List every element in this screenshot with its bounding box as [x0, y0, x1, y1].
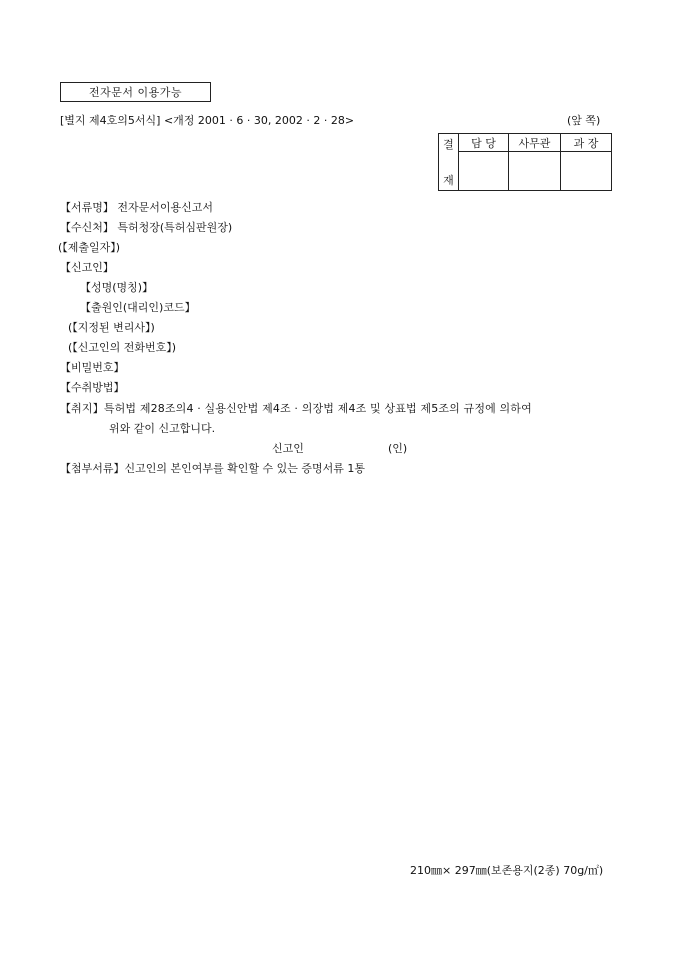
field-patent-attorney: (【지정된 변리사】): [68, 321, 155, 334]
field-attachment: 【첨부서류】신고인의 본인여부를 확인할 수 있는 증명서류 1통: [60, 462, 365, 475]
field-applicant-code: 【출원인(대리인)코드】: [80, 301, 196, 314]
paper-size-note: 210㎜× 297㎜(보존용지(2종) 70g/㎡): [410, 864, 604, 877]
field-phone: (【신고인의 전화번호】): [68, 341, 177, 354]
field-receive-method: 【수취방법】: [60, 381, 125, 394]
field-name: 【성명(명칭)】: [80, 281, 154, 294]
approval-table: [438, 133, 612, 191]
approval-sign-officer: [509, 152, 561, 191]
signer-label: 신고인: [272, 442, 304, 455]
field-purpose: 【취지】특허법 제28조의4 · 실용신안법 제4조 · 의장법 제4조 및 상표법 제5조의 규정에 의하여: [60, 402, 532, 415]
approval-side-cell: [439, 134, 459, 191]
electronic-document-label: 전자문서 이용가능: [60, 82, 211, 102]
seal-label: (인): [388, 442, 408, 455]
field-doc-name: 【서류명】 전자문서이용신고서: [60, 201, 214, 214]
page-side-label: (앞 쪽): [567, 114, 601, 127]
field-recipient: 【수신처】 특허청장(특허심판원장): [60, 221, 233, 234]
form-reference: [별지 제4호의5서식] <개정 2001 · 6 · 30, 2002 · 2 · 28>: [60, 114, 355, 127]
field-password: 【비밀번호】: [60, 361, 125, 374]
field-submit-date: (【제출일자】): [58, 241, 121, 254]
approval-side-bottom: 재: [443, 174, 454, 187]
approval-side-top: 결: [443, 138, 454, 151]
approval-col-chief: 과 장: [561, 134, 612, 152]
approval-sign-staff: [459, 152, 509, 191]
approval-col-officer: 사무관: [509, 134, 561, 152]
approval-col-staff: 담 당: [459, 134, 509, 152]
field-reporter: 【신고인】: [60, 261, 114, 274]
field-purpose-continued: 위와 같이 신고합니다.: [109, 422, 216, 435]
approval-sign-chief: [561, 152, 612, 191]
